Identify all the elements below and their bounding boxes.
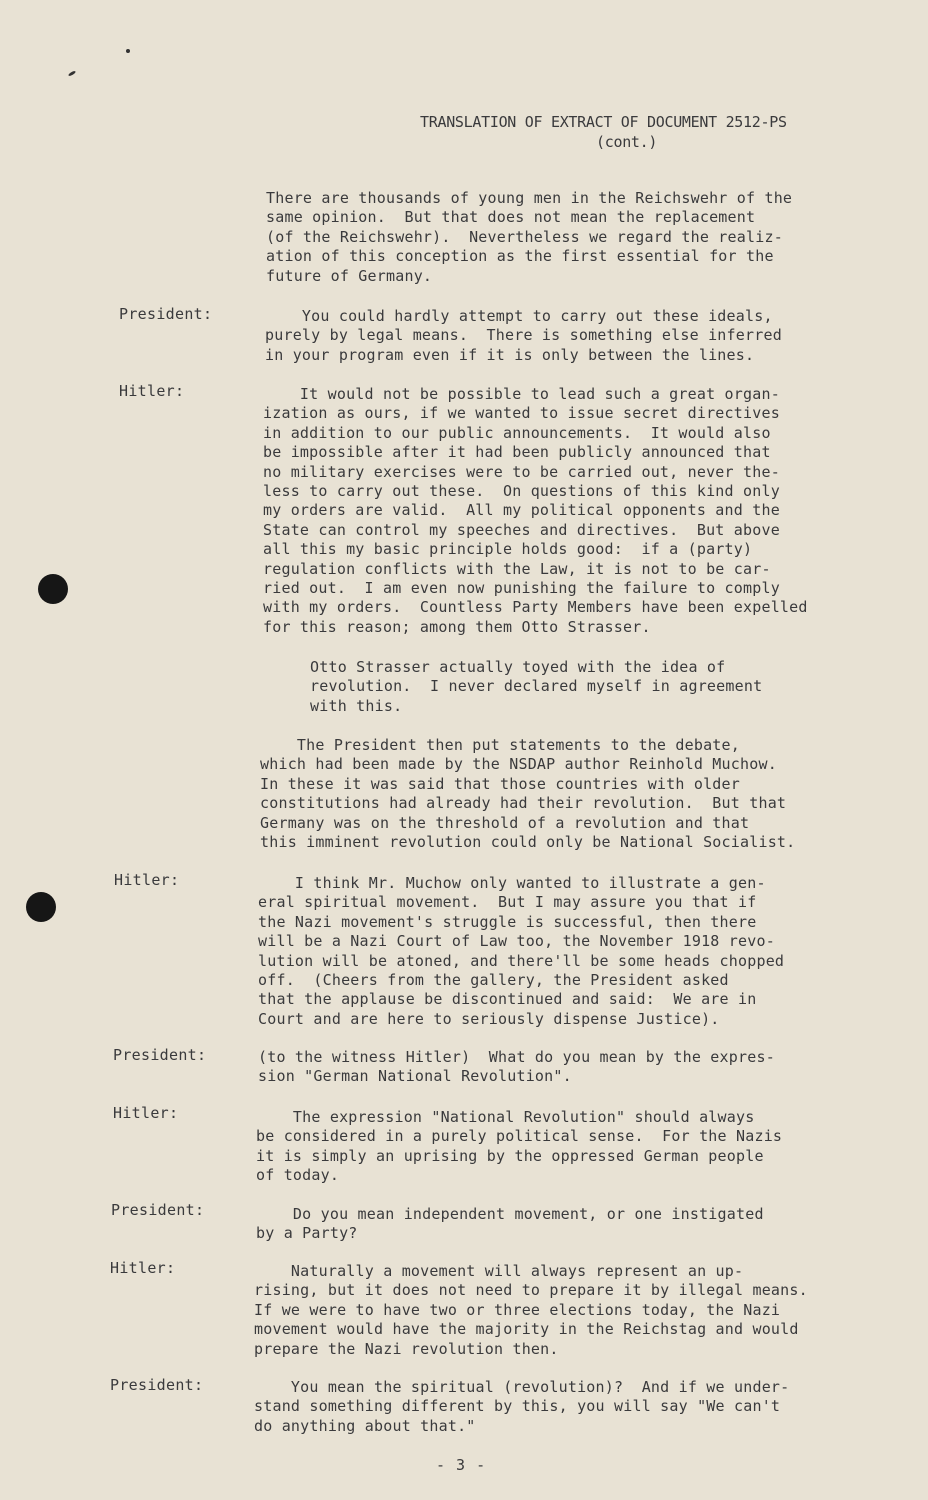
text-line: ation of this conception as the first essential for the xyxy=(266,247,774,266)
text-line: You could hardly attempt to carry out these ideals, xyxy=(265,307,773,325)
text-line: (of the Reichswehr). Nevertheless we regard the realiz- xyxy=(266,227,783,246)
transcript-paragraph xyxy=(254,1378,789,1436)
text-line: The expression "National Revolution" should always xyxy=(256,1108,755,1126)
text-line: revolution. I never declared myself in agreement xyxy=(310,677,763,696)
punch-hole xyxy=(38,574,68,604)
text-line: do anything about that." xyxy=(254,1416,476,1435)
text-line: Naturally a movement will always represent an up- xyxy=(254,1262,744,1280)
text-line: future of Germany. xyxy=(266,266,433,285)
transcript-paragraph xyxy=(263,385,808,637)
text-line: Otto Strasser actually toyed with the idea of xyxy=(310,658,726,676)
text-line: same opinion. But that does not mean the replacement xyxy=(266,208,756,227)
header-subtitle: (cont.) xyxy=(596,133,658,151)
text-line: for this reason; among them Otto Strasser. xyxy=(263,617,651,636)
text-line: ization as ours, if we wanted to issue secret directives xyxy=(263,404,780,423)
transcript-paragraph xyxy=(310,658,762,716)
ink-speck xyxy=(68,70,76,77)
text-line: off. (Cheers from the gallery, the President asked xyxy=(258,971,729,990)
punch-hole xyxy=(26,892,56,922)
text-line: In these it was said that those countries with older xyxy=(260,774,740,793)
speaker-label: President: xyxy=(113,1046,207,1064)
transcript-paragraph xyxy=(265,307,782,365)
text-line: in your program even if it is only between the lines. xyxy=(265,345,755,364)
speaker-label: President: xyxy=(119,305,213,323)
ink-speck xyxy=(126,49,130,53)
speaker-label: Hitler: xyxy=(119,382,185,400)
text-line: eral spiritual movement. But I may assure you that if xyxy=(258,893,757,912)
text-line: this imminent revolution could only be National Socialist. xyxy=(260,833,796,852)
speaker-label: President: xyxy=(110,1376,204,1394)
transcript-paragraph xyxy=(256,1108,782,1186)
text-line: that the applause be discontinued and said: We are in xyxy=(258,990,757,1009)
text-line: There are thousands of young men in the Reichswehr of the xyxy=(266,189,793,207)
speaker-label: Hitler: xyxy=(113,1104,179,1122)
text-line: constitutions had already had their revolution. But that xyxy=(260,794,787,813)
text-line: be impossible after it had been publicly announced that xyxy=(263,443,771,462)
speaker-label: President: xyxy=(111,1201,205,1219)
text-line: State can control my speeches and directives. But above xyxy=(263,520,780,539)
text-line: It would not be possible to lead such a great organ- xyxy=(263,385,780,403)
text-line: all this my basic principle holds good: if a (party) xyxy=(263,540,753,559)
text-line: no military exercises were to be carried out, never the- xyxy=(263,462,780,481)
text-line: The President then put statements to the debate, xyxy=(260,736,740,754)
text-line: less to carry out these. On questions of this kind only xyxy=(263,482,780,501)
text-line: lution will be atoned, and there'll be some heads chopped xyxy=(258,951,785,970)
text-line: I think Mr. Muchow only wanted to illustrate a gen- xyxy=(258,874,766,892)
text-line: purely by legal means. There is something else inferred xyxy=(265,326,782,345)
text-line: regulation conflicts with the Law, it is not to be car- xyxy=(263,559,771,578)
document-header xyxy=(420,112,850,152)
text-line: my orders are valid. All my political opponents and the xyxy=(263,501,780,520)
text-line: rising, but it does not need to prepare it by illegal means. xyxy=(254,1281,808,1300)
text-line: with this. xyxy=(310,696,403,715)
transcript-paragraph xyxy=(256,1205,764,1244)
text-line: movement would have the majority in the Reichstag and would xyxy=(254,1320,799,1339)
text-line: If we were to have two or three elections today, the Nazi xyxy=(254,1300,781,1319)
text-line: Court and are here to seriously dispense Justice). xyxy=(258,1009,720,1028)
text-line: in addition to our public announcements. It would also xyxy=(263,423,771,442)
text-line: sion "German National Revolution". xyxy=(258,1067,572,1086)
text-line: will be a Nazi Court of Law too, the November 1918 revo- xyxy=(258,932,775,951)
text-line: of today. xyxy=(256,1166,340,1185)
header-title: TRANSLATION OF EXTRACT OF DOCUMENT 2512-PS xyxy=(420,113,787,131)
text-line: prepare the Nazi revolution then. xyxy=(254,1339,559,1358)
text-line: You mean the spiritual (revolution)? And if we under- xyxy=(254,1378,790,1396)
transcript-paragraph xyxy=(266,189,792,286)
text-line: stand something different by this, you will say "We can't xyxy=(254,1397,781,1416)
transcript-paragraph xyxy=(258,1048,775,1087)
text-line: ried out. I am even now punishing the failure to comply xyxy=(263,579,780,598)
page-number: - 3 - xyxy=(436,1456,487,1474)
transcript-paragraph xyxy=(260,736,795,852)
text-line: (to the witness Hitler) What do you mean by the expres- xyxy=(258,1048,775,1066)
text-line: Do you mean independent movement, or one instigated xyxy=(256,1205,764,1223)
speaker-label: Hitler: xyxy=(110,1259,176,1277)
text-line: be considered in a purely political sense. For the Nazis xyxy=(256,1127,783,1146)
text-line: Germany was on the threshold of a revolution and that xyxy=(260,813,750,832)
text-line: by a Party? xyxy=(256,1224,358,1243)
text-line: it is simply an uprising by the oppressed German people xyxy=(256,1146,764,1165)
transcript-paragraph xyxy=(254,1262,808,1359)
text-line: with my orders. Countless Party Members have been expelled xyxy=(263,598,808,617)
speaker-label: Hitler: xyxy=(114,871,180,889)
text-line: which had been made by the NSDAP author Reinhold Muchow. xyxy=(260,755,777,774)
transcript-paragraph xyxy=(258,874,784,1029)
text-line: the Nazi movement's struggle is successful, then there xyxy=(258,912,757,931)
